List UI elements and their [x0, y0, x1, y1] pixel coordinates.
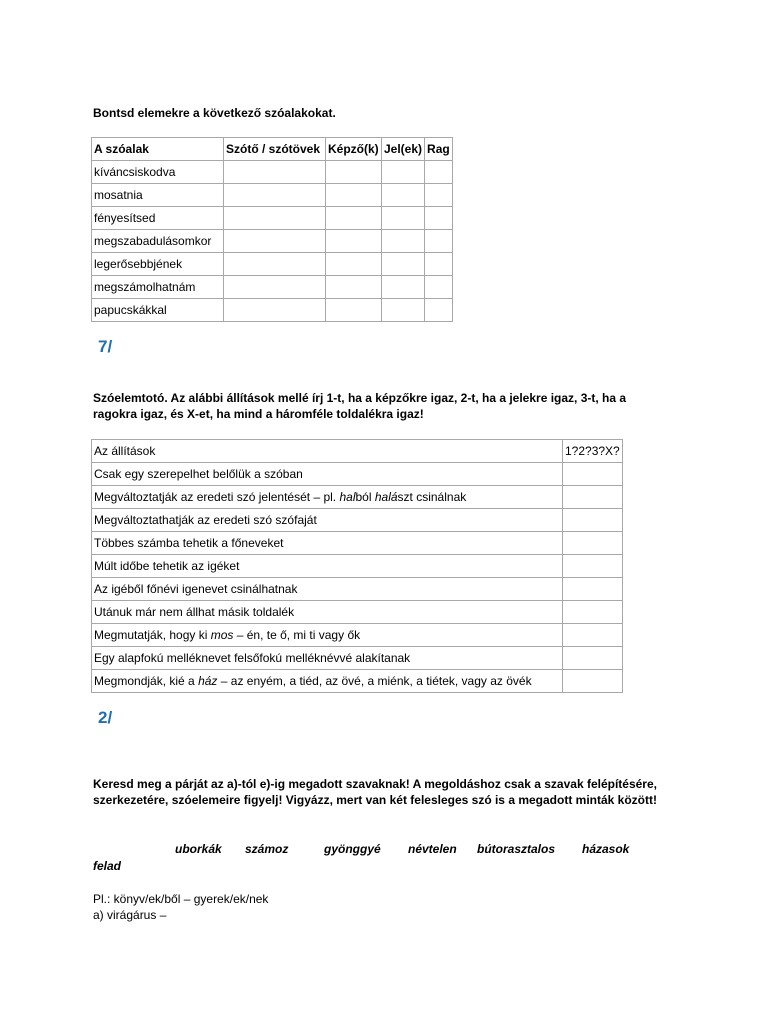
task1-title: Bontsd elemekre a következő szóalakokat.	[93, 106, 336, 120]
word-item: uborkák	[175, 842, 222, 856]
answer-cell[interactable]	[425, 230, 453, 253]
table-row	[92, 230, 453, 253]
answer-cell[interactable]	[563, 555, 623, 578]
answer-cell[interactable]	[326, 161, 382, 184]
task2-header-row	[92, 440, 623, 463]
answer-cell[interactable]	[224, 161, 326, 184]
statement-text: Megmondják, kié a	[94, 674, 199, 688]
score-task1: 7/	[98, 337, 113, 356]
task1-table	[91, 137, 453, 322]
answer-cell[interactable]	[326, 253, 382, 276]
answer-cell[interactable]	[382, 161, 425, 184]
example-line: Pl.: könyv/ek/ből – gyerek/ek/nek	[93, 892, 269, 906]
table-row	[92, 509, 623, 532]
header-answer: 1?2?3?X?	[563, 440, 623, 463]
table-row	[92, 532, 623, 555]
answer-cell[interactable]	[326, 299, 382, 322]
statement-text: Megváltoztatják az eredeti szó jelentését – pl.	[94, 490, 340, 504]
header-stem: Szótő / szótövek	[224, 138, 326, 161]
answer-cell[interactable]	[326, 230, 382, 253]
answer-cell[interactable]	[382, 207, 425, 230]
table-row	[92, 486, 623, 509]
table-row	[92, 578, 623, 601]
table-row	[92, 670, 623, 693]
answer-cell[interactable]	[382, 299, 425, 322]
answer-cell[interactable]	[563, 463, 623, 486]
answer-cell[interactable]	[563, 670, 623, 693]
answer-cell[interactable]	[224, 276, 326, 299]
table-row	[92, 647, 623, 670]
answer-cell[interactable]	[224, 253, 326, 276]
word-cell: papucskákkal	[92, 299, 224, 322]
table-row	[92, 299, 453, 322]
answer-cell[interactable]	[224, 299, 326, 322]
task2-title: Szóelemtotó. Az alábbi állítások mellé írj 1-t, ha a képzőkre igaz, 2-t, ha a jelekre igaz, 3-t, ha a ragokra igaz, és X-et, ha mind a háromféle toldalékra igaz!	[93, 391, 627, 421]
answer-cell[interactable]	[425, 184, 453, 207]
header-statements: Az állítások	[92, 440, 563, 463]
answer-cell[interactable]	[425, 253, 453, 276]
answer-cell[interactable]	[563, 578, 623, 601]
word-item: felad	[93, 859, 122, 873]
answer-cell[interactable]	[425, 276, 453, 299]
statement-text: csinálnak	[412, 490, 467, 504]
table-row	[92, 184, 453, 207]
answer-cell[interactable]	[224, 184, 326, 207]
statement-text: Megmutatják, hogy ki	[94, 628, 211, 642]
answer-cell[interactable]	[425, 207, 453, 230]
word-item: bútorasztalos	[477, 842, 556, 856]
statement-cell: Utánuk már nem állhat másik toldalék	[92, 601, 563, 624]
statement-cell: Megváltoztathatják az eredeti szó szófaját	[92, 509, 563, 532]
word-cell: mosatnia	[92, 184, 224, 207]
statement-cell	[92, 624, 563, 647]
answer-cell[interactable]	[224, 207, 326, 230]
word-item: névtelen	[408, 842, 457, 856]
table-row	[92, 161, 453, 184]
task3-title: Keresd meg a párját az a)-tól e)-ig megadott szavaknak! A megoldáshoz csak a szavak felépítésére, szerkezetére, szóelemeire figyelj! Vigyázz, mert van két felesleges szó is a megadott minták között!	[93, 777, 657, 807]
word-cell: megszabadulásomkor	[92, 230, 224, 253]
header-ending: Rag	[425, 138, 453, 161]
statement-cell: Egy alapfokú melléknevet felsőfokú melléknévvé alakítanak	[92, 647, 563, 670]
statement-cell: Csak egy szerepelhet belőlük a szóban	[92, 463, 563, 486]
table-row	[92, 624, 623, 647]
statement-example: mos	[210, 628, 234, 642]
word-cell: megszámolhatnám	[92, 276, 224, 299]
score-task2: 2/	[98, 708, 113, 727]
table-row	[92, 276, 453, 299]
answer-cell[interactable]	[563, 624, 623, 647]
answer-cell[interactable]	[382, 253, 425, 276]
word-item: gyönggyé	[324, 842, 381, 856]
answer-cell[interactable]	[326, 207, 382, 230]
statement-cell: Többes számba tehetik a főneveket	[92, 532, 563, 555]
answer-cell[interactable]	[563, 647, 623, 670]
task2-table	[91, 439, 623, 693]
answer-cell[interactable]	[224, 230, 326, 253]
statement-cell: Az igéből főnévi igenevet csinálhatnak	[92, 578, 563, 601]
table-row	[92, 253, 453, 276]
answer-cell[interactable]	[563, 509, 623, 532]
table-row	[92, 555, 623, 578]
answer-cell[interactable]	[326, 184, 382, 207]
header-word: A szóalak	[92, 138, 224, 161]
statement-text: szt	[397, 490, 413, 504]
word-item: házasok	[582, 842, 630, 856]
table-row	[92, 463, 623, 486]
table-row	[92, 207, 453, 230]
answer-cell[interactable]	[326, 276, 382, 299]
word-item: számoz	[245, 842, 289, 856]
statement-example: ház	[198, 674, 218, 688]
answer-cell[interactable]	[382, 230, 425, 253]
item-a-line: a) virágárus –	[93, 908, 167, 922]
statement-cell	[92, 486, 563, 509]
header-marker: Jel(ek)	[382, 138, 425, 161]
table-row	[92, 601, 623, 624]
word-cell: legerősebbjének	[92, 253, 224, 276]
statement-text: – az enyém, a tiéd, az övé, a miénk, a tiétek, vagy az övék	[217, 674, 532, 688]
answer-cell[interactable]	[425, 299, 453, 322]
answer-cell[interactable]	[382, 184, 425, 207]
answer-cell[interactable]	[563, 532, 623, 555]
task1-header-row	[92, 138, 453, 161]
statement-cell: Múlt időbe tehetik az igéket	[92, 555, 563, 578]
word-list	[0, 842, 768, 858]
statement-example: hal	[339, 490, 356, 504]
statement-text: ból	[355, 490, 375, 504]
word-cell: kíváncsiskodva	[92, 161, 224, 184]
answer-cell[interactable]	[425, 161, 453, 184]
statement-cell	[92, 670, 563, 693]
statement-text: – én, te ő, mi ti vagy ők	[233, 628, 361, 642]
answer-cell[interactable]	[563, 601, 623, 624]
header-suffix: Képző(k)	[326, 138, 382, 161]
word-cell: fényesítsed	[92, 207, 224, 230]
statement-example: halá	[374, 490, 398, 504]
answer-cell[interactable]	[382, 276, 425, 299]
answer-cell[interactable]	[563, 486, 623, 509]
